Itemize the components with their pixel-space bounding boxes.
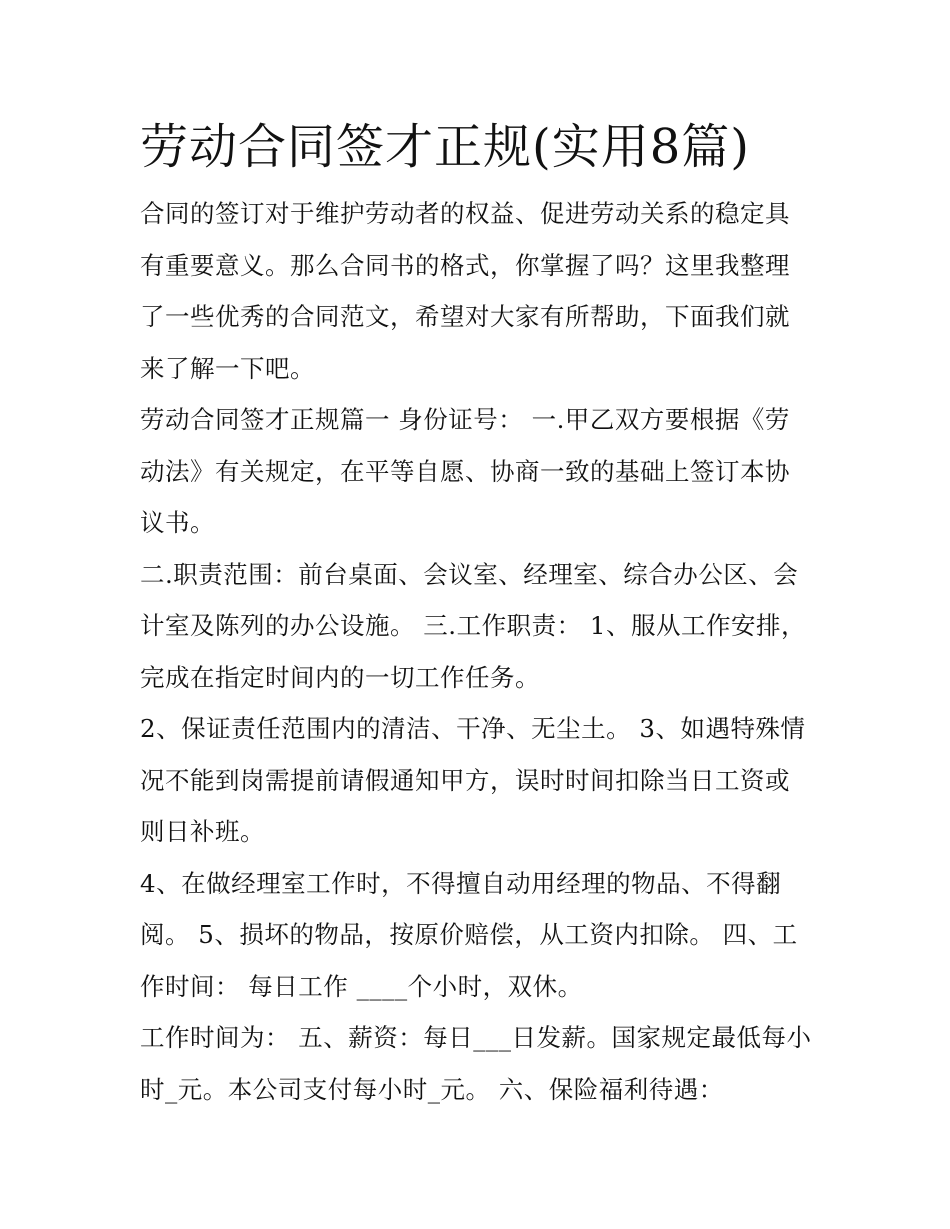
paragraph-salary-insurance: 工作时间为： 五、薪资：每日___日发薪。国家规定最低每小时_元。本公司支付每小时_元。 六、保险福利待遇： [140,1023,812,1104]
document-title: 劳动合同签才正规(实用8篇) [140,119,750,175]
document-page [140,112,812,1115]
paragraph-duties-scope: 二.职责范围：前台桌面、会议室、经理室、综合办公区、会计室及陈列的办公设施。 三.工作职责： 1、服从工作安排，完成在指定时间内的一切工作任务。 [140,559,806,692]
paragraph-cleanliness-leave: 2、保证责任范围内的清洁、干净、无尘土。 3、如遇特殊情况不能到岗需提前请假通知甲方，误时时间扣除当日工资或则日补班。 [140,714,806,846]
paragraph-contract-basis: 劳动合同签才正规篇一 身份证号： 一.甲乙双方要根据《劳动法》有关规定，在平等自愿、协商一致的基础上签订本协议书。 [140,405,790,537]
paragraph-intro: 合同的签订对于维护劳动者的权益、促进劳动关系的稳定具有重要意义。那么合同书的格式，你掌握了吗？这里我整理了一些优秀的合同范文，希望对大家有所帮助，下面我们就来了解一下吧。 [140,199,790,383]
paragraph-manager-office-hours: 4、在做经理室工作时，不得擅自动用经理的物品、不得翻阅。 5、损坏的物品，按原价赔偿，从工资内扣除。 四、工作时间： 每日工作 ____个小时，双休。 [140,868,798,1001]
